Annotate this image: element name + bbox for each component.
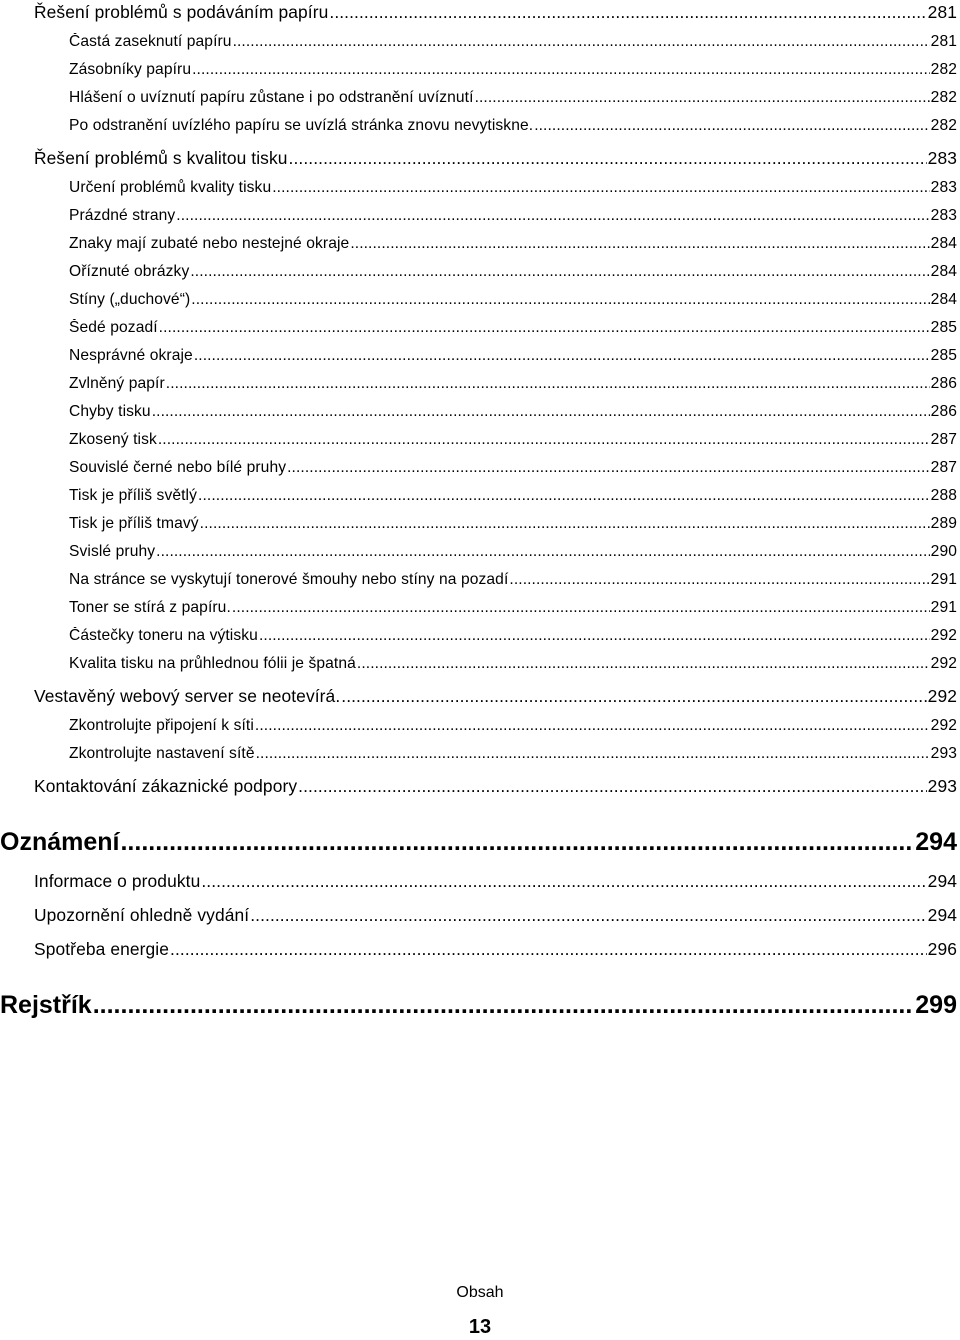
footer-section-label: Obsah bbox=[456, 1284, 504, 1301]
toc-entry-page: 281 bbox=[927, 2, 957, 22]
toc-entry[interactable] bbox=[69, 571, 957, 589]
toc-entry[interactable] bbox=[69, 403, 957, 421]
dot-leader bbox=[250, 905, 926, 926]
toc-entry-page: 281 bbox=[930, 33, 957, 50]
toc-entry[interactable] bbox=[69, 179, 957, 197]
toc-entry[interactable] bbox=[69, 33, 957, 51]
toc-entry[interactable] bbox=[34, 776, 957, 797]
toc-entry-title: Toner se stírá z papíru. bbox=[69, 599, 231, 616]
dot-leader bbox=[192, 61, 930, 79]
toc-entry[interactable] bbox=[0, 991, 957, 1020]
toc-entry[interactable] bbox=[69, 347, 957, 365]
toc-entry[interactable] bbox=[34, 686, 957, 707]
dot-leader bbox=[176, 207, 929, 225]
toc-entry[interactable] bbox=[69, 599, 957, 617]
dot-leader bbox=[357, 655, 930, 673]
toc-entry-page: 286 bbox=[930, 375, 957, 392]
toc-entry-page: 294 bbox=[915, 828, 957, 856]
toc-entry-page: 292 bbox=[927, 686, 957, 706]
toc-entry[interactable] bbox=[69, 627, 957, 645]
footer-page-number: 13 bbox=[468, 1316, 492, 1338]
dot-leader bbox=[194, 347, 930, 365]
toc-entry-title: Vestavěný webový server se neotevírá. bbox=[34, 686, 341, 706]
dot-leader bbox=[475, 89, 930, 107]
toc-entry-title: Zkontrolujte nastavení sítě bbox=[69, 745, 255, 762]
toc-entry[interactable] bbox=[69, 263, 957, 281]
toc-entry[interactable] bbox=[69, 291, 957, 309]
toc-entry-title: Častá zaseknutí papíru bbox=[69, 33, 232, 50]
toc-entry-title: Na stránce se vyskytují tonerové šmouhy nebo stíny na pozadí bbox=[69, 571, 509, 588]
dot-leader bbox=[190, 263, 929, 281]
toc-entry-title: Rejstřík bbox=[0, 991, 92, 1019]
toc-entry-title: Tisk je příliš tmavý bbox=[69, 515, 199, 532]
toc-entry-page: 293 bbox=[930, 745, 957, 762]
toc-entry[interactable] bbox=[69, 459, 957, 477]
toc-entry-page: 290 bbox=[930, 543, 957, 560]
dot-leader bbox=[272, 179, 929, 197]
toc-entry-page: 284 bbox=[930, 235, 957, 252]
dot-leader bbox=[156, 543, 930, 561]
dot-leader bbox=[341, 686, 926, 707]
toc-entry-page: 285 bbox=[930, 319, 957, 336]
toc-entry-title: Oříznuté obrázky bbox=[69, 263, 190, 280]
toc-entry[interactable] bbox=[34, 148, 957, 169]
dot-leader bbox=[350, 235, 929, 253]
toc-entry-page: 292 bbox=[930, 627, 957, 644]
toc-entry-title: Prázdné strany bbox=[69, 207, 176, 224]
dot-leader bbox=[170, 939, 927, 960]
toc-entry[interactable] bbox=[69, 487, 957, 505]
toc-entry-page: 285 bbox=[930, 347, 957, 364]
dot-leader bbox=[233, 33, 930, 51]
toc-entry-page: 287 bbox=[930, 459, 957, 476]
toc-entry[interactable] bbox=[69, 515, 957, 533]
toc-entry[interactable] bbox=[69, 655, 957, 673]
toc-entry-title: Chyby tisku bbox=[69, 403, 151, 420]
toc-entry-title: Kontaktování zákaznické podpory bbox=[34, 776, 298, 796]
dot-leader bbox=[509, 571, 929, 589]
dot-leader bbox=[158, 431, 930, 449]
toc-entry-title: Informace o produktu bbox=[34, 871, 201, 891]
dot-leader bbox=[159, 319, 930, 337]
toc-entry-title: Upozornění ohledně vydání bbox=[34, 905, 250, 925]
toc-entry[interactable] bbox=[69, 61, 957, 79]
toc-entry[interactable] bbox=[69, 89, 957, 107]
toc-entry-page: 284 bbox=[930, 291, 957, 308]
toc-entry[interactable] bbox=[69, 235, 957, 253]
toc-entry-title: Oznámení bbox=[0, 828, 120, 856]
toc-entry[interactable] bbox=[69, 207, 957, 225]
toc-entry-page: 291 bbox=[930, 571, 957, 588]
toc-entry[interactable] bbox=[69, 745, 957, 763]
dot-leader bbox=[329, 2, 926, 23]
dot-leader bbox=[259, 627, 930, 645]
toc-entry-page: 284 bbox=[930, 263, 957, 280]
toc-entry-title: Určení problémů kvality tisku bbox=[69, 179, 272, 196]
toc-entry-title: Zásobníky papíru bbox=[69, 61, 192, 78]
dot-leader bbox=[289, 148, 927, 169]
dot-leader bbox=[93, 991, 915, 1020]
toc-entry-title: Částečky toneru na výtisku bbox=[69, 627, 258, 644]
toc-entry[interactable] bbox=[34, 2, 957, 23]
toc-entry-page: 282 bbox=[930, 61, 957, 78]
toc-entry-page: 283 bbox=[927, 148, 957, 168]
dot-leader bbox=[198, 487, 930, 505]
toc-entry[interactable] bbox=[34, 871, 957, 892]
toc-entry-title: Svislé pruhy bbox=[69, 543, 156, 560]
dot-leader bbox=[256, 745, 930, 763]
toc-entry-title: Stíny („duchové“) bbox=[69, 291, 191, 308]
toc-entry-title: Spotřeba energie bbox=[34, 939, 170, 959]
toc-entry[interactable] bbox=[69, 319, 957, 337]
toc-entry-page: 292 bbox=[930, 655, 957, 672]
toc-entry-page: 288 bbox=[930, 487, 957, 504]
toc-entry[interactable] bbox=[69, 543, 957, 561]
toc-entry[interactable] bbox=[69, 717, 957, 735]
dot-leader bbox=[166, 375, 930, 393]
toc-entry-title: Souvislé černé nebo bílé pruhy bbox=[69, 459, 287, 476]
toc-entry-title: Nesprávné okraje bbox=[69, 347, 193, 364]
toc-entry-page: 287 bbox=[930, 431, 957, 448]
toc-entry-page: 283 bbox=[930, 179, 957, 196]
toc-entry-title: Hlášení o uvíznutí papíru zůstane i po odstranění uvíznutí bbox=[69, 89, 474, 106]
toc-entry-page: 293 bbox=[927, 776, 957, 796]
toc-entry-page: 294 bbox=[927, 871, 957, 891]
toc-entry-page: 282 bbox=[930, 117, 957, 134]
toc-entry[interactable] bbox=[0, 828, 957, 857]
toc-entry-page: 283 bbox=[930, 207, 957, 224]
toc-entry-page: 294 bbox=[927, 905, 957, 925]
toc-entry[interactable] bbox=[69, 117, 957, 135]
toc-entry[interactable] bbox=[34, 939, 957, 960]
toc-entry-title: Tisk je příliš světlý bbox=[69, 487, 198, 504]
toc-entry-title: Řešení problémů s kvalitou tisku bbox=[34, 148, 288, 168]
dot-leader bbox=[534, 117, 929, 135]
toc-entry-page: 291 bbox=[930, 599, 957, 616]
dot-leader bbox=[232, 599, 930, 617]
toc-entry-title: Zkontrolujte připojení k síti bbox=[69, 717, 254, 734]
toc-entry-page: 286 bbox=[930, 403, 957, 420]
toc-entry-page: 299 bbox=[915, 991, 957, 1019]
toc-entry-page: 292 bbox=[930, 717, 957, 734]
toc-entry[interactable] bbox=[34, 905, 957, 926]
toc-entry-title: Řešení problémů s podáváním papíru bbox=[34, 2, 329, 22]
dot-leader bbox=[200, 515, 930, 533]
dot-leader bbox=[152, 403, 930, 421]
dot-leader bbox=[120, 828, 914, 857]
toc-entry-page: 296 bbox=[927, 939, 957, 959]
toc-entry-page: 282 bbox=[930, 89, 957, 106]
toc-entry-title: Po odstranění uvízlého papíru se uvízlá stránka znovu nevytiskne. bbox=[69, 117, 534, 134]
dot-leader bbox=[287, 459, 930, 477]
toc-entry[interactable] bbox=[69, 375, 957, 393]
toc-entry[interactable] bbox=[69, 431, 957, 449]
dot-leader bbox=[201, 871, 926, 892]
toc-entry-title: Zkosený tisk bbox=[69, 431, 157, 448]
dot-leader bbox=[255, 717, 930, 735]
toc-entry-page: 289 bbox=[930, 515, 957, 532]
toc-entry-title: Kvalita tisku na průhlednou fólii je špatná bbox=[69, 655, 356, 672]
toc-entry-title: Zvlněný papír bbox=[69, 375, 165, 392]
dot-leader bbox=[298, 776, 927, 797]
dot-leader bbox=[191, 291, 929, 309]
toc-entry-title: Šedé pozadí bbox=[69, 319, 158, 336]
toc-entry-title: Znaky mají zubaté nebo nestejné okraje bbox=[69, 235, 350, 252]
